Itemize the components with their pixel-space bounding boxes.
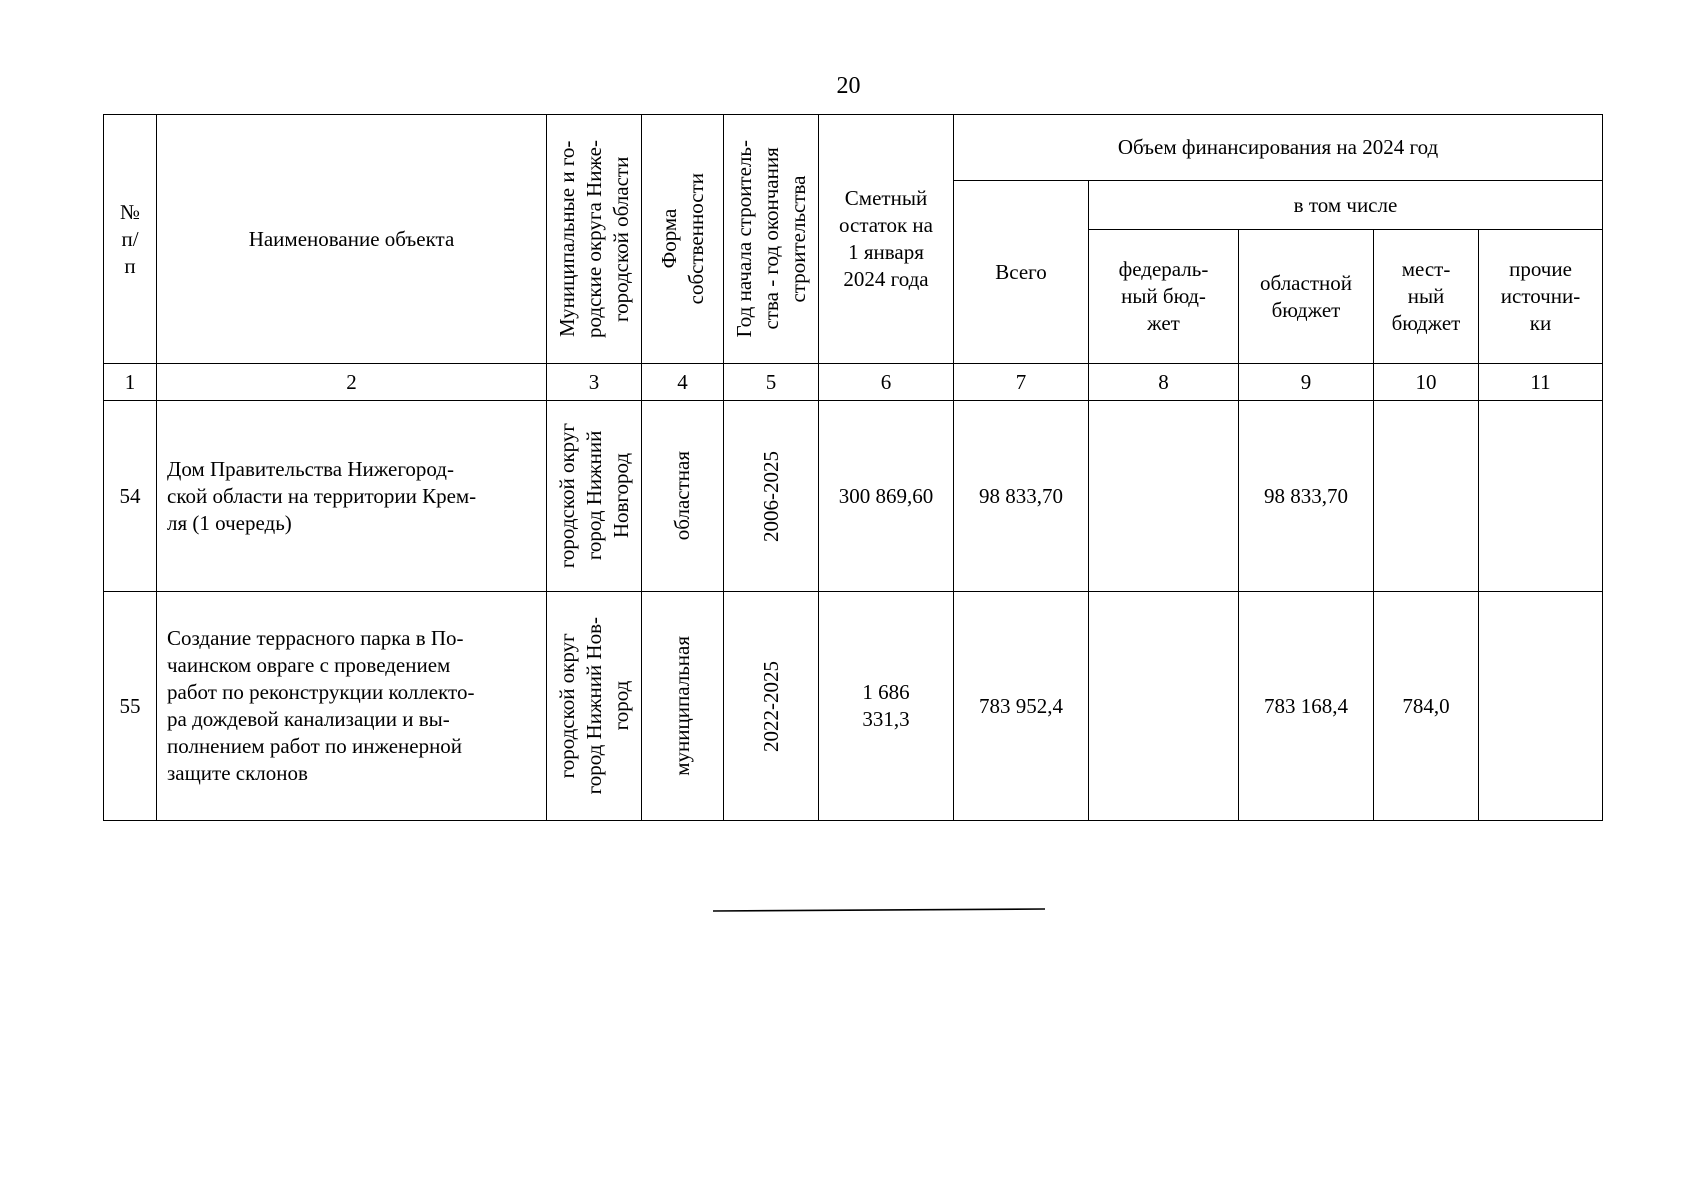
header-years: Год начала строитель- ства - год окончания строительства bbox=[724, 115, 819, 364]
row-object-name: Создание террасного парка в По- чаинском овраге с проведением работ по реконструкции коллекто- ра дождевой канализации и вы- полнением работ по инженерной защите склонов bbox=[157, 592, 547, 821]
column-number: 4 bbox=[642, 364, 724, 401]
row-local bbox=[1374, 401, 1479, 592]
column-number: 3 bbox=[547, 364, 642, 401]
header-total: Всего bbox=[954, 181, 1089, 364]
column-number: 2 bbox=[157, 364, 547, 401]
table-row bbox=[104, 592, 1603, 821]
header-municipal: Муниципальные и го- родские округа Ниже- городской области bbox=[547, 115, 642, 364]
header-local: мест- ный бюджет bbox=[1374, 230, 1479, 364]
row-ownership: муниципальная bbox=[642, 592, 724, 821]
row-total: 783 952,4 bbox=[954, 592, 1089, 821]
header-remainder: Сметный остаток на 1 января 2024 года bbox=[819, 115, 954, 364]
header-regional: областной бюджет bbox=[1239, 230, 1374, 364]
table-row bbox=[104, 401, 1603, 592]
row-other bbox=[1479, 592, 1603, 821]
row-years: 2006-2025 bbox=[724, 401, 819, 592]
row-ownership: областная bbox=[642, 401, 724, 592]
column-number: 6 bbox=[819, 364, 954, 401]
row-num: 55 bbox=[104, 592, 157, 821]
column-number-row bbox=[104, 364, 1603, 401]
row-remainder: 1 686 331,3 bbox=[819, 592, 954, 821]
row-object-name: Дом Правительства Нижегород- ской области на территории Крем- ля (1 очередь) bbox=[157, 401, 547, 592]
row-federal bbox=[1089, 592, 1239, 821]
header-name: Наименование объекта bbox=[157, 115, 547, 364]
header-num: № п/ п bbox=[104, 115, 157, 364]
header-federal: федераль- ный бюд- жет bbox=[1089, 230, 1239, 364]
column-number: 1 bbox=[104, 364, 157, 401]
financing-table bbox=[103, 114, 1603, 821]
column-number: 11 bbox=[1479, 364, 1603, 401]
row-municipal: городской округ город Нижний Нов- город bbox=[547, 592, 642, 821]
row-federal bbox=[1089, 401, 1239, 592]
row-total: 98 833,70 bbox=[954, 401, 1089, 592]
column-number: 5 bbox=[724, 364, 819, 401]
row-regional: 783 168,4 bbox=[1239, 592, 1374, 821]
column-number: 8 bbox=[1089, 364, 1239, 401]
row-other bbox=[1479, 401, 1603, 592]
row-num: 54 bbox=[104, 401, 157, 592]
page-number: 20 bbox=[836, 73, 861, 99]
row-local: 784,0 bbox=[1374, 592, 1479, 821]
header-including: в том числе bbox=[1089, 181, 1603, 230]
row-regional: 98 833,70 bbox=[1239, 401, 1374, 592]
row-remainder: 300 869,60 bbox=[819, 401, 954, 592]
row-years: 2022-2025 bbox=[724, 592, 819, 821]
header-ownership: Форма собственности bbox=[642, 115, 724, 364]
column-number: 10 bbox=[1374, 364, 1479, 401]
column-number: 7 bbox=[954, 364, 1089, 401]
header-row-1 bbox=[104, 115, 1603, 181]
row-municipal: городской округ город Нижний Новгород bbox=[547, 401, 642, 592]
header-other: прочие источни- ки bbox=[1479, 230, 1603, 364]
column-number: 9 bbox=[1239, 364, 1374, 401]
header-financing: Объем финансирования на 2024 год bbox=[954, 115, 1603, 181]
